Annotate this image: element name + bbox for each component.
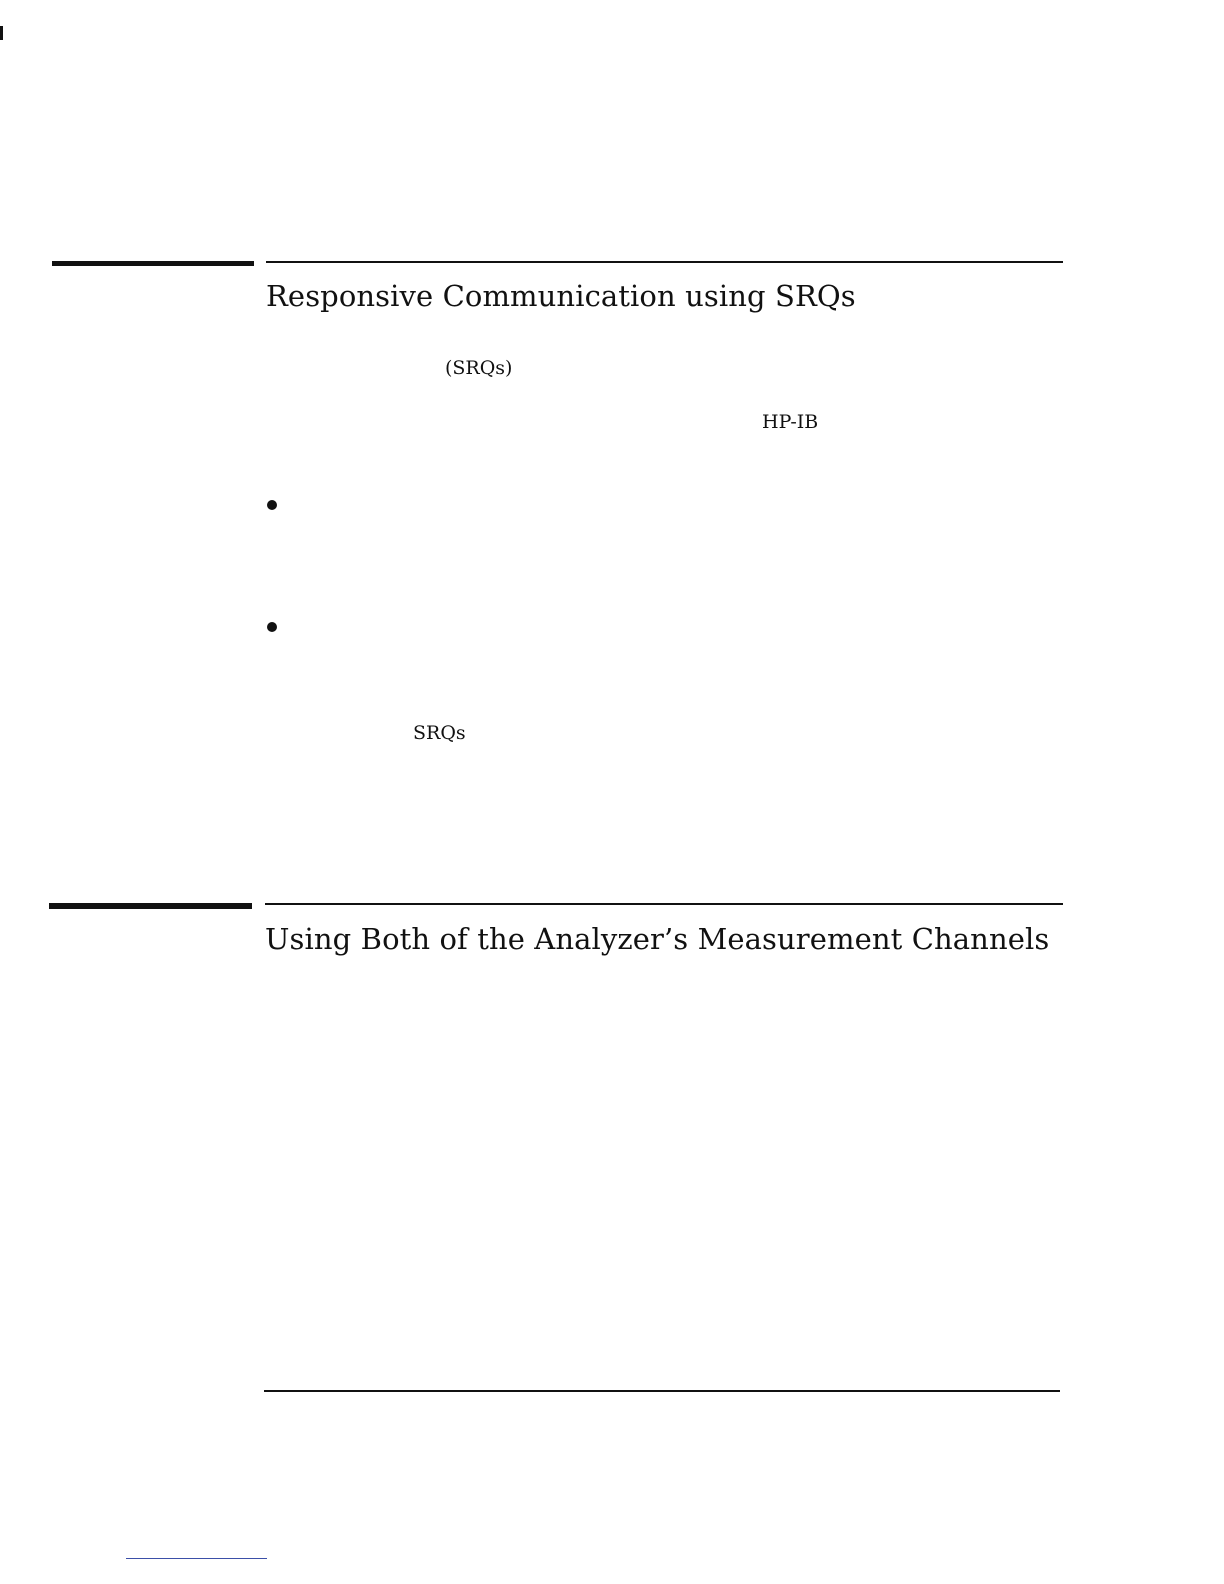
section-heading: Responsive Communication using SRQs [266,279,856,313]
footer-link-underline [126,1558,267,1559]
section-header-rule [266,261,1063,263]
bullet-1 [267,500,277,510]
section-tab-rule [52,261,254,266]
margin-mark [0,26,3,40]
section-tab-rule [49,903,252,909]
section-header-rule [265,903,1063,905]
footer-rule [264,1390,1060,1392]
text-fragment-srqs: SRQs [413,722,466,744]
text-fragment-hpib: HP-IB [762,411,819,433]
section-heading: Using Both of the Analyzer’s Measurement Channels [265,922,1050,956]
bullet-2 [267,622,277,632]
text-fragment-srqs-paren: (SRQs) [445,357,513,379]
